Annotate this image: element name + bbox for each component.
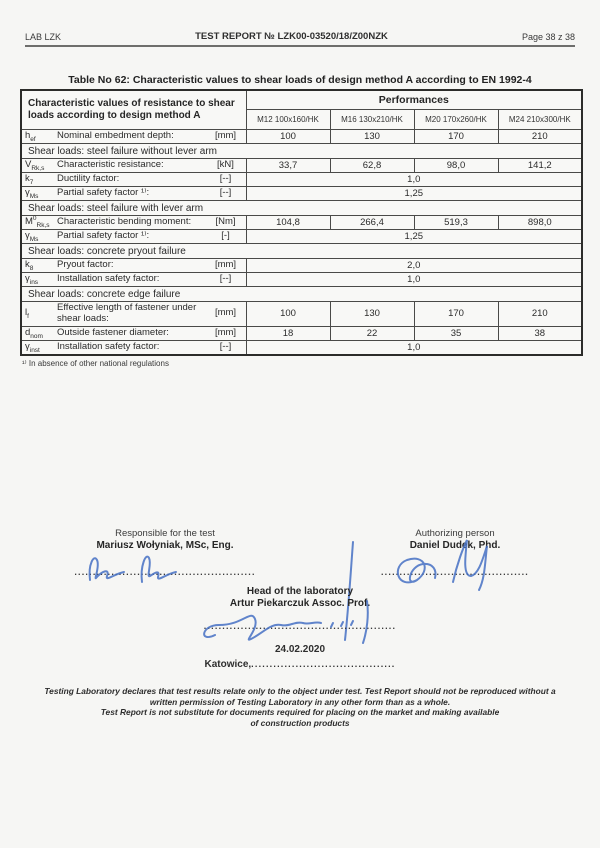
value-cell: 130 xyxy=(330,130,414,144)
section-row xyxy=(21,144,582,159)
row-unit: [mm] xyxy=(214,259,237,271)
row-header-content xyxy=(25,328,243,339)
table-left-header: Characteristic values of resistance to shear loads according to design method A xyxy=(21,90,246,130)
table-row xyxy=(21,187,582,201)
performances-header: Performances xyxy=(246,90,582,110)
row-header-cell xyxy=(21,173,246,187)
section-label: Shear loads: steel failure with lever arm xyxy=(21,201,582,216)
row-unit: [kN] xyxy=(217,159,234,171)
value-cell: 98,0 xyxy=(414,159,498,173)
value-cell: 62,8 xyxy=(330,159,414,173)
value-cell-span: 2,0 xyxy=(246,259,582,273)
table-row xyxy=(21,216,582,230)
disclaimer-line: Testing Laboratory declares that test results relate only to the object under test. Test Report should not be reproduced without a xyxy=(44,686,556,696)
section-label: Shear loads: concrete pryout failure xyxy=(21,244,582,259)
value-cell-span: 1,25 xyxy=(246,187,582,201)
row-symbol: $\gamma_{Ms}$ xyxy=(25,187,39,200)
row-symbol: $h_{ef}$ xyxy=(25,130,36,143)
row-header-content xyxy=(25,260,243,271)
row-symbol: $\gamma_{Ms}$ xyxy=(25,230,39,243)
lab-code: LAB LZK xyxy=(25,32,62,42)
value-cell: 104,8 xyxy=(246,216,330,230)
value-cell: 210 xyxy=(498,130,582,144)
section-row xyxy=(21,287,582,302)
table-body xyxy=(21,130,582,355)
value-cell-span: 1,0 xyxy=(246,340,582,355)
row-header-cell xyxy=(21,216,246,230)
row-label: Installation safety factor: xyxy=(57,340,160,352)
value-cell: 35 xyxy=(414,326,498,340)
table-row xyxy=(21,159,582,173)
row-unit: [Nm] xyxy=(215,216,236,228)
column-header: M12 100x160/HK xyxy=(246,110,330,130)
row-unit: [--] xyxy=(219,187,232,199)
signature-name: Daniel Dudek, Phd. xyxy=(409,540,501,551)
row-header-cell xyxy=(21,130,246,144)
row-header-content xyxy=(25,188,243,199)
row-header-content xyxy=(25,214,243,229)
row-header-cell xyxy=(21,159,246,173)
row-symbol: $M^0_{Rk,s}$ xyxy=(25,214,50,229)
table-row xyxy=(21,273,582,287)
row-header-content xyxy=(25,274,243,285)
row-unit: [mm] xyxy=(214,307,237,319)
page-header xyxy=(25,31,575,47)
row-unit: [--] xyxy=(219,173,232,185)
row-header-content xyxy=(25,174,243,185)
section-label: Shear loads: steel failure without lever arm xyxy=(21,144,582,159)
table-row xyxy=(21,302,582,327)
table-row xyxy=(21,230,582,244)
signature-line: ........................................ xyxy=(380,567,530,577)
shear-loads-table xyxy=(20,89,583,356)
value-cell: 170 xyxy=(414,130,498,144)
signature-role: Head of the laboratory xyxy=(246,586,354,597)
table-wrapper xyxy=(20,89,581,368)
value-cell: 100 xyxy=(246,302,330,327)
row-label: Pryout factor: xyxy=(57,259,114,271)
row-label: Ductility factor: xyxy=(57,173,120,185)
report-date: 24.02.2020 xyxy=(274,644,326,655)
row-symbol: $\gamma_{ins}$ xyxy=(25,273,39,286)
signature-line: ................................................. xyxy=(74,567,256,577)
row-symbol: $d_{nom}$ xyxy=(25,326,43,340)
place-dotted-line: ....................................... xyxy=(251,659,396,669)
row-unit: [mm] xyxy=(214,130,237,142)
value-cell-span: 1,0 xyxy=(246,273,582,287)
value-cell: 38 xyxy=(498,326,582,340)
place-label: Katowice, xyxy=(204,659,252,670)
table-row xyxy=(21,130,582,144)
value-cell-span: 1,25 xyxy=(246,230,582,244)
section-row xyxy=(21,201,582,216)
row-header-cell xyxy=(21,340,246,355)
report-number: TEST REPORT № LZK00-03520/18/Z00NZK xyxy=(195,31,388,42)
row-symbol: $\gamma_{inst}$ xyxy=(25,340,40,354)
row-header-content xyxy=(25,160,243,171)
column-header: M16 130x210/HK xyxy=(330,110,414,130)
disclaimer-line: Test Report is not substitute for documents required for placing on the market and making available xyxy=(100,707,500,718)
row-header-cell xyxy=(21,302,246,327)
row-label: Partial safety factor ¹⁾: xyxy=(57,187,150,199)
value-cell: 266,4 xyxy=(330,216,414,230)
row-header-content xyxy=(25,342,243,353)
row-unit: [--] xyxy=(219,340,232,352)
signature-role: Responsible for the test xyxy=(115,528,215,539)
row-header-cell xyxy=(21,187,246,201)
row-symbol: $k_7$ xyxy=(25,173,34,186)
row-label: Outside fastener diameter: xyxy=(57,326,169,338)
signature-block-responsible xyxy=(60,528,270,577)
disclaimer xyxy=(30,686,570,728)
signature-name: Mariusz Wołyniak, MSc, Eng. xyxy=(96,540,234,551)
value-cell-span: 1,0 xyxy=(246,173,582,187)
value-cell: 100 xyxy=(246,130,330,144)
row-label: Characteristic bending moment: xyxy=(57,216,192,228)
row-symbol: $V_{Rk,s}$ xyxy=(25,159,45,172)
table-footnote: ¹⁾ In absence of other national regulations xyxy=(22,358,169,368)
row-header-cell xyxy=(21,273,246,287)
value-cell: 898,0 xyxy=(498,216,582,230)
row-label: Characteristic resistance: xyxy=(57,159,164,171)
section-row xyxy=(21,244,582,259)
row-header-content xyxy=(25,303,243,325)
signature-block-head xyxy=(150,585,450,631)
signature-name: Artur Piekarczuk Assoc. Prof. xyxy=(229,598,371,609)
value-cell: 18 xyxy=(246,326,330,340)
table-row xyxy=(21,326,582,340)
row-header-content xyxy=(25,131,243,142)
page-number: Page 38 z 38 xyxy=(521,32,575,42)
value-cell: 130 xyxy=(330,302,414,327)
value-cell: 170 xyxy=(414,302,498,327)
row-symbol: $l_f$ xyxy=(25,307,29,321)
value-cell: 210 xyxy=(498,302,582,327)
row-unit: [mm] xyxy=(214,326,237,338)
value-cell: 141,2 xyxy=(498,159,582,173)
value-cell: 519,3 xyxy=(414,216,498,230)
section-label: Shear loads: concrete edge failure xyxy=(21,287,582,302)
row-header-content xyxy=(25,231,243,242)
disclaimer-line: of construction products xyxy=(250,717,350,728)
table-row xyxy=(21,340,582,355)
table-row xyxy=(21,173,582,187)
row-unit: [--] xyxy=(219,273,232,285)
value-cell: 22 xyxy=(330,326,414,340)
row-label: Nominal embedment depth: xyxy=(57,130,174,142)
signature-line: .................................................... xyxy=(203,621,397,631)
table-row xyxy=(21,259,582,273)
row-label: Partial safety factor ¹⁾: xyxy=(57,230,150,242)
row-header-cell xyxy=(21,326,246,340)
table-header-row-1 xyxy=(21,90,582,110)
table-title: Table No 62: Characteristic values to shear loads of design method A according to EN 1992-4 xyxy=(68,74,532,86)
row-unit: [-] xyxy=(221,230,230,242)
report-place xyxy=(0,659,600,670)
value-cell: 33,7 xyxy=(246,159,330,173)
row-symbol: $k_8$ xyxy=(25,259,34,272)
row-header-cell xyxy=(21,259,246,273)
row-label: Installation safety factor: xyxy=(57,273,160,285)
disclaimer-line: written permission of Testing Laboratory in any other form than as a whole. xyxy=(149,696,451,707)
column-header: M24 210x300/HK xyxy=(498,110,582,130)
column-header: M20 170x260/HK xyxy=(414,110,498,130)
row-label: Effective length of fastener under shear loads: xyxy=(57,302,197,324)
signature-block-authorizing xyxy=(350,528,560,577)
signature-role: Authorizing person xyxy=(415,528,495,539)
row-header-cell xyxy=(21,230,246,244)
